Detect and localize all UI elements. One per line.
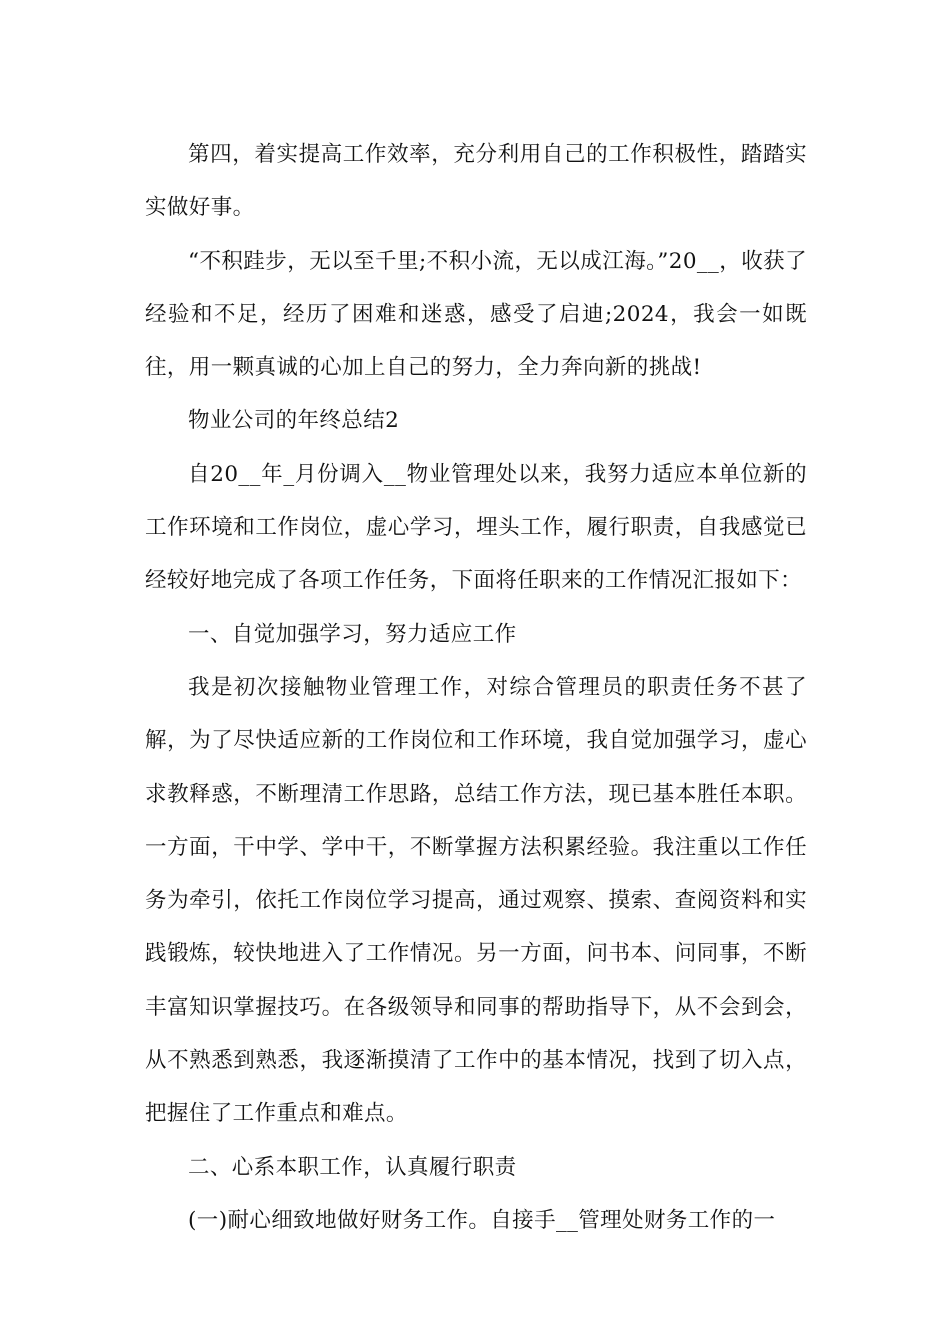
paragraph-finance-work: (一)耐心细致地做好财务工作。自接手__管理处财务工作的一 bbox=[188, 1207, 776, 1233]
paragraph-fourth-point: 第四，着实提高工作效率，充分利用自己的工作积极性，踏踏实实做好事。 bbox=[145, 142, 807, 221]
paragraph-closing-quote: “不积跬步，无以至千里;不积小流，无以成江海。”20__，收获了经验和不足，经历了困难和迷惑，感受了启迪;2024，我会一如既往，用一颗真诚的心加上自己的努力，全力奔向新的挑战! bbox=[145, 248, 807, 381]
section-title-summary-2: 物业公司的年终总结2 bbox=[188, 408, 400, 434]
paragraph-learning: 我是初次接触物业管理工作，对综合管理员的职责任务不甚了解，为了尽快适应新的工作岗位和工作环境，我自觉加强学习，虚心求教释惑，不断理清工作思路，总结工作方法，现已基本胜任本职。一方面，干中学、学中干，不断掌握方法积累经验。我注重以工作任务为牵引，依托工作岗位学习提高，通过观察、摸索、查阅资料和实践锻炼，较快地进入了工作情况。另一方面，问书本、问同事，不断丰富知识掌握技巧。在各级领导和同事的帮助指导下，从不会到会，从不熟悉到熟悉，我逐渐摸清了工作中的基本情况，找到了切入点，把握住了工作重点和难点。 bbox=[145, 674, 807, 1127]
heading-learning: 一、自觉加强学习，努力适应工作 bbox=[188, 621, 517, 647]
paragraph-introduction: 自20__年_月份调入__物业管理处以来，我努力适应本单位新的工作环境和工作岗位，虚心学习，埋头工作，履行职责，自我感觉已经较好地完成了各项工作任务，下面将任职来的工作情况汇报如下： bbox=[145, 461, 807, 594]
heading-duties: 二、心系本职工作，认真履行职责 bbox=[188, 1154, 517, 1180]
document-body bbox=[145, 128, 807, 1247]
